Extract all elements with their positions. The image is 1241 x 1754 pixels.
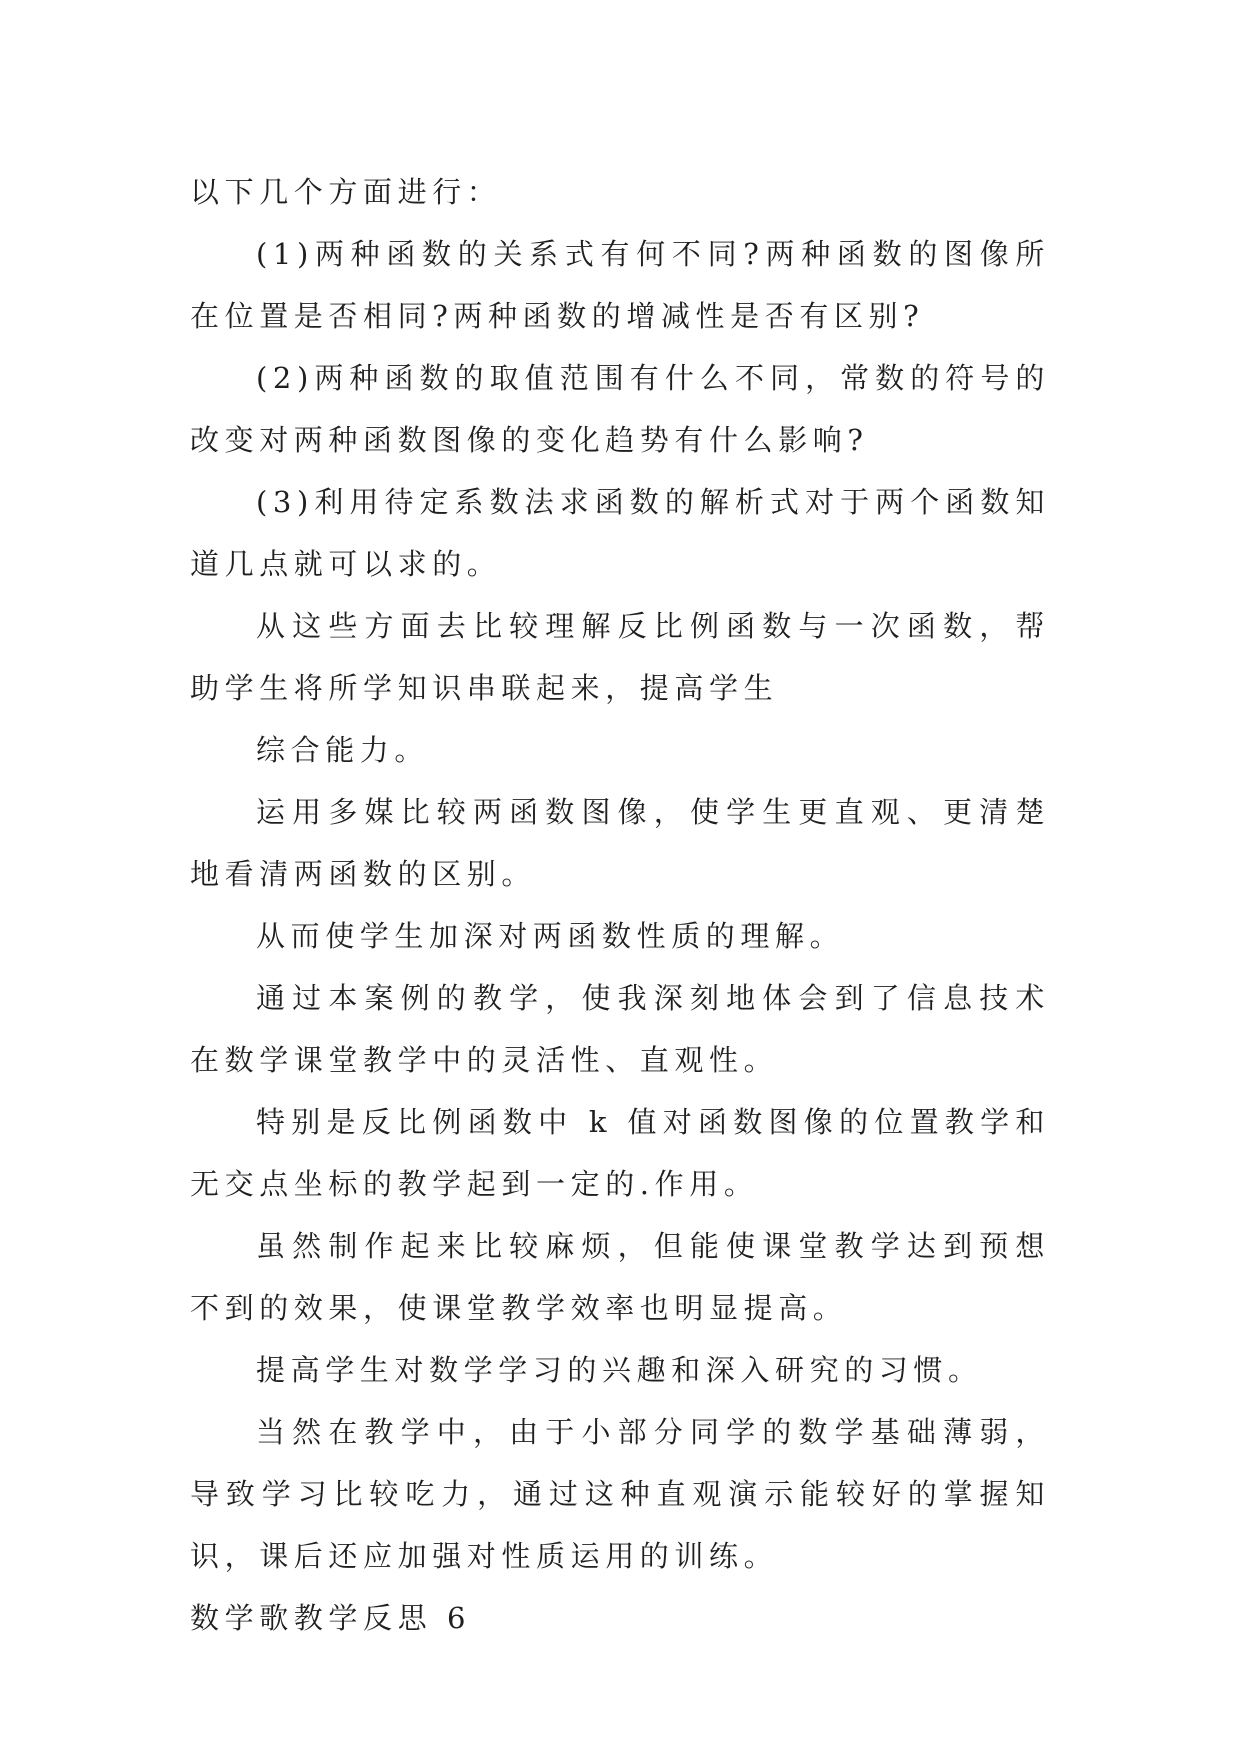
paragraph-compare: 从这些方面去比较理解反比例函数与一次函数，帮助学生将所学知识串联起来，提高学生 — [190, 609, 1050, 705]
paragraph-interest: 提高学生对数学学习的兴趣和深入研究的习惯。 — [256, 1353, 983, 1387]
document-body — [190, 161, 1050, 1649]
paragraph-item-1: (1)两种函数的关系式有何不同?两种函数的图像所在位置是否相同?两种函数的增减性是否有区别? — [190, 237, 1050, 333]
paragraph-effect: 虽然制作起来比较麻烦，但能使课堂教学达到预想不到的效果，使课堂教学效率也明显提高。 — [190, 1229, 1050, 1325]
paragraph-k-value: 特别是反比例函数中 k 值对函数图像的位置教学和无交点坐标的教学起到一定的.作用。 — [190, 1105, 1050, 1201]
section-heading: 数学歌教学反思 6 — [190, 1601, 472, 1635]
paragraph-ability: 综合能力。 — [256, 733, 430, 767]
paragraph-item-3: (3)利用待定系数法求函数的解析式对于两个函数知道几点就可以求的。 — [190, 485, 1050, 581]
paragraph-item-2: (2)两种函数的取值范围有什么不同，常数的符号的改变对两种函数图像的变化趋势有什么影响? — [190, 361, 1050, 457]
paragraph-understanding: 从而使学生加深对两函数性质的理解。 — [256, 919, 845, 953]
paragraph-weak-students: 当然在教学中，由于小部分同学的数学基础薄弱，导致学习比较吃力，通过这种直观演示能较好的掌握知识，课后还应加强对性质运用的训练。 — [190, 1415, 1050, 1573]
paragraph-case: 通过本案例的教学，使我深刻地体会到了信息技术在数学课堂教学中的灵活性、直观性。 — [190, 981, 1050, 1077]
paragraph-intro: 以下几个方面进行： — [190, 175, 502, 209]
paragraph-multimedia: 运用多媒比较两函数图像，使学生更直观、更清楚地看清两函数的区别。 — [190, 795, 1050, 891]
